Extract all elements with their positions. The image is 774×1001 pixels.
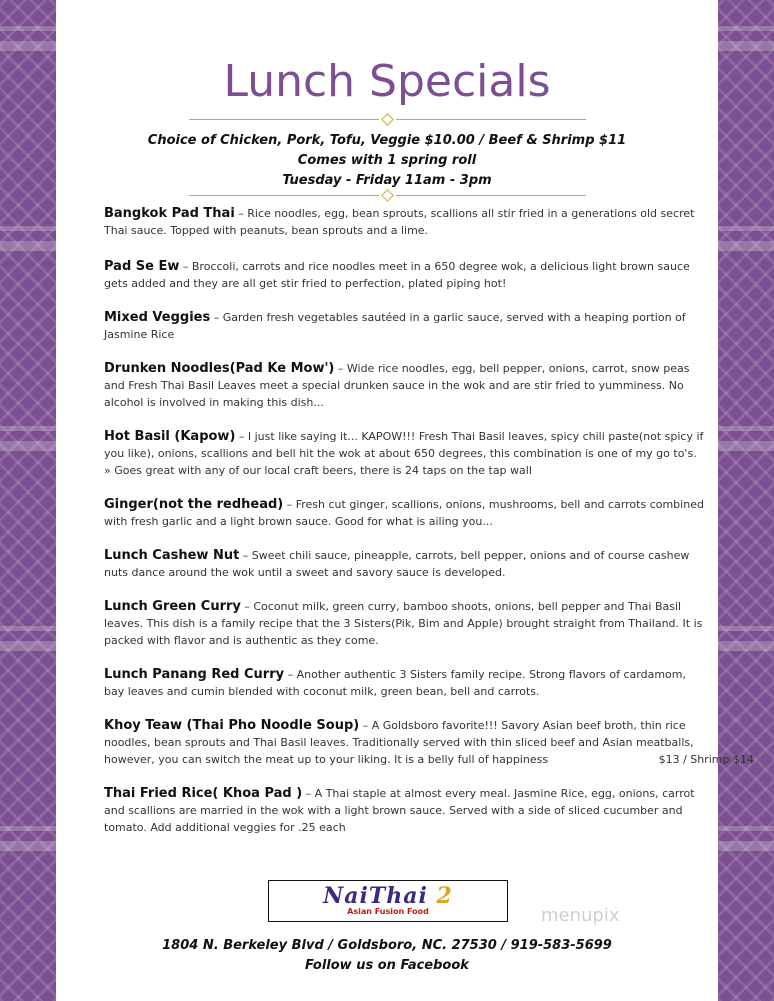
subtitle-block (56, 131, 718, 191)
subtitle-spring-roll-line: Comes with 1 spring roll (297, 153, 477, 168)
logo-brand: NaiThai 2 (323, 883, 453, 909)
menu-item-name: Bangkok Pad Thai (104, 206, 235, 221)
footer-facebook: Follow us on Facebook (305, 958, 469, 973)
footer-address: 1804 N. Berkeley Blvd / Goldsboro, NC. 27530 / 919-583-5699 (162, 938, 612, 953)
menu-item (104, 598, 704, 649)
restaurant-logo (268, 880, 508, 922)
menu-item-desc: – Sweet chili sauce, pineapple, carrots, bell pepper, onions and of course cashew nuts dance around the wok until a sweet and savory sauce is developed. (104, 549, 690, 579)
menu-item (104, 428, 704, 479)
footer (56, 936, 718, 976)
page-title: Lunch Specials (223, 56, 551, 107)
menu-item (104, 258, 704, 292)
menu-item-desc: – Garden fresh vegetables sautéed in a garlic sauce, served with a heaping portion of Jasmine Rice (104, 311, 686, 341)
menu-item-name: Drunken Noodles(Pad Ke Mow') (104, 361, 335, 376)
menu-item (104, 547, 704, 581)
menu-item (104, 360, 704, 411)
menu-item-name: Lunch Cashew Nut (104, 548, 240, 563)
menu-item-name: Khoy Teaw (Thai Pho Noodle Soup) (104, 718, 360, 733)
bottom-divider (56, 190, 718, 200)
menu-item-desc: – A Thai staple at almost every meal. Jasmine Rice, egg, onions, carrot and scallions are married in the wok with a light brown sauce. Served with a side of sliced cucumber and tomato. Add additional veggies for .25 each (104, 787, 695, 834)
menu-page (56, 0, 754, 1001)
menupix-watermark: menupix (541, 905, 620, 926)
menu-item (104, 717, 754, 768)
menu-item-price: $13 / Shrimp $14 (658, 753, 754, 766)
menu-item-name: Thai Fried Rice( Khoa Pad ) (104, 786, 303, 801)
menu-item-desc: – Another authentic 3 Sisters family recipe. Strong flavors of cardamom, bay leaves and cumin blended with coconut milk, green bean, bell and carrots. (104, 668, 687, 698)
subtitle-price-line: Choice of Chicken, Pork, Tofu, Veggie $10.00 / Beef & Shrimp $11 (147, 133, 627, 148)
top-divider (56, 114, 718, 124)
menu-item-name: Ginger(not the redhead) (104, 497, 284, 512)
menu-item-name: Lunch Panang Red Curry (104, 667, 285, 682)
left-pattern-border (0, 0, 56, 1001)
menu-item-name: Hot Basil (Kapow) (104, 429, 236, 444)
menu-item (104, 785, 704, 836)
menu-item-name: Lunch Green Curry (104, 599, 241, 614)
menu-item-desc: – A Goldsboro favorite!!! Savory Asian beef broth, thin rice noodles, bean sprouts and Thai Basil leaves. Traditionally served with thin sliced beef and Asian meatballs, however, you can switch the meat up to your liking. It is a belly full of happiness (104, 719, 694, 766)
menu-item-desc: – Fresh cut ginger, scallions, onions, mushrooms, bell and carrots combined with fresh garlic and a light brown sauce. Good for what is ailing you... (104, 498, 704, 528)
subtitle-hours-line: Tuesday - Friday 11am - 3pm (282, 173, 492, 188)
menu-item-desc: – Wide rice noodles, egg, bell pepper, onions, carrot, snow peas and Fresh Thai Basil Leaves meet a special drunken sauce in the wok and are stir fried to yumminess. No alcohol is involved in making this dish... (104, 362, 690, 409)
menu-item (104, 666, 704, 700)
menu-item (104, 205, 704, 239)
right-pattern-border (718, 0, 774, 1001)
menu-item-desc: – Coconut milk, green curry, bamboo shoots, onions, bell pepper and Thai Basil leaves. This dish is a family recipe that the 3 Sisters(Pik, Bim and Apple) brought straight from Thailand. It is packed with flavor and is authentic as they come. (104, 600, 703, 647)
menu-item (104, 496, 704, 530)
menu-item-desc: – I just like saying it... KAPOW!!! Fresh Thai Basil leaves, spicy chili paste(not spicy if you like), onions, scallions and bell hit the wok at about 650 degrees, this combination is one of my go to's. » Goes great with any of our local craft beers, there is 24 taps on the tap wall (104, 430, 704, 477)
menu-item (104, 309, 704, 343)
menu-item-desc: – Broccoli, carrots and rice noodles meet in a 650 degree wok, a delicious light brown sauce gets added and they are all get stir fried to perfection, plated piping hot! (104, 260, 690, 290)
menu-item-name: Pad Se Ew (104, 259, 180, 274)
menu-item-desc: – Rice noodles, egg, bean sprouts, scallions all stir fried in a generations old secret Thai sauce. Topped with peanuts, bean sprouts and a lime. (104, 207, 695, 237)
menu-item-name: Mixed Veggies (104, 310, 211, 325)
logo-tagline: Asian Fusion Food (347, 907, 429, 916)
